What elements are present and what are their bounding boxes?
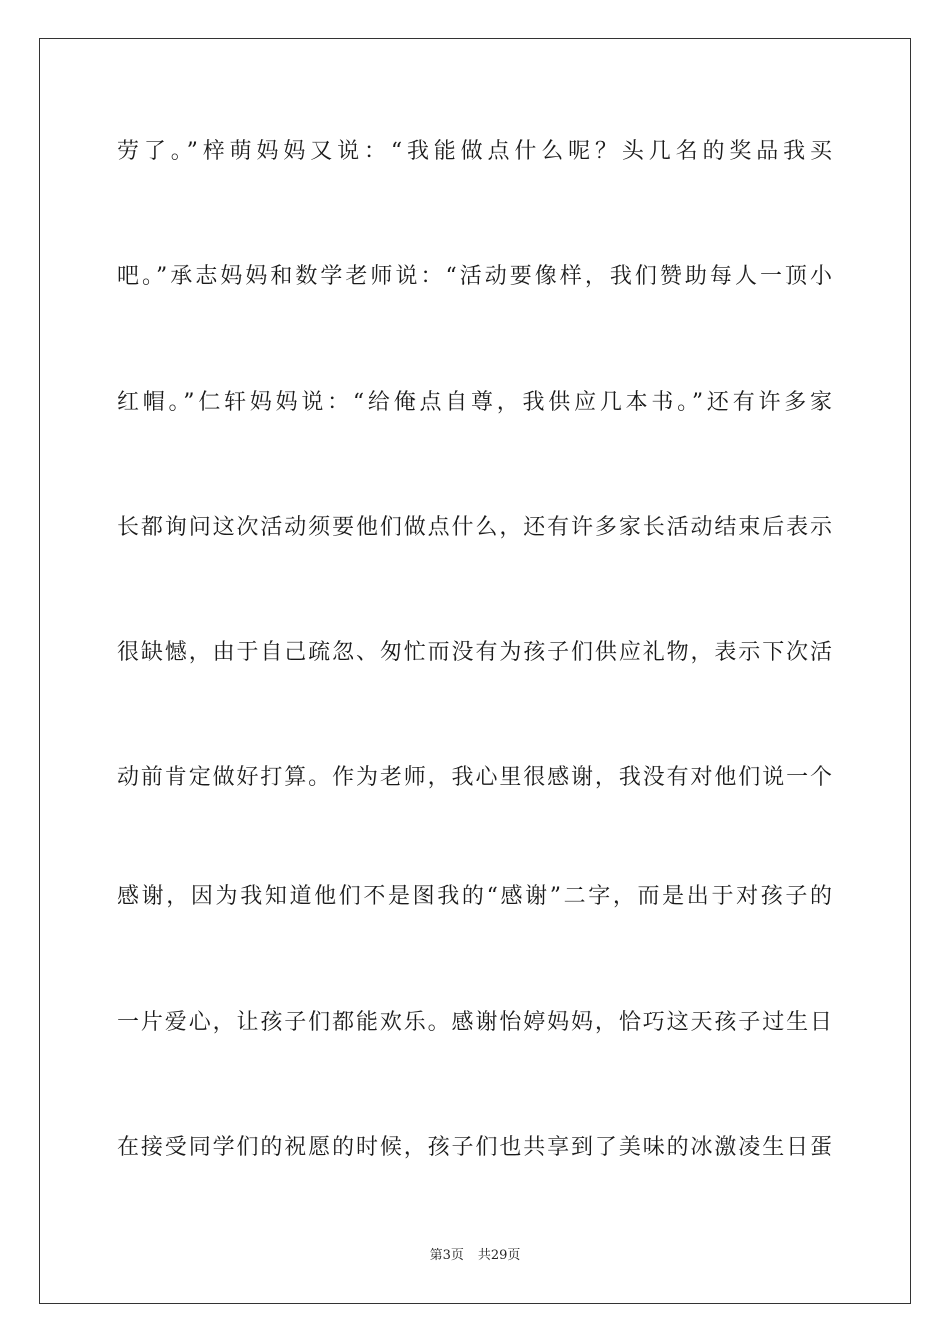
- paragraph-line: 一片爱心，让孩子们都能欢乐。感谢怡婷妈妈，恰巧这天孩子过生日: [117, 1010, 833, 1035]
- paragraph-line: 动前肯定做好打算。作为老师，我心里很感谢，我没有对他们说一个: [117, 765, 833, 790]
- paragraph-line: 吧。”承志妈妈和数学老师说：“活动要像样，我们赞助每人一顶小: [117, 264, 833, 289]
- paragraph-line: 感谢，因为我知道他们不是图我的“感谢”二字，而是出于对孩子的: [117, 884, 833, 909]
- paragraph-line: 很缺憾，由于自己疏忽、匆忙而没有为孩子们供应礼物，表示下次活: [117, 640, 833, 665]
- paragraph-line: 劳了。”梓萌妈妈又说：“我能做点什么呢？头几名的奖品我买: [117, 139, 833, 164]
- paragraph-line: 在接受同学们的祝愿的时候，孩子们也共享到了美味的冰激凌生日蛋: [117, 1135, 833, 1160]
- page-total: 共29页: [477, 1248, 521, 1263]
- page-number: 第3页: [429, 1248, 464, 1263]
- page-footer: [0, 1247, 950, 1265]
- page-border: [39, 38, 911, 1304]
- paragraph-line: 红帽。”仁轩妈妈说：“给俺点自尊，我供应几本书。”还有许多家: [117, 390, 833, 415]
- paragraph-line: 长都询问这次活动须要他们做点什么，还有许多家长活动结束后表示: [117, 515, 833, 540]
